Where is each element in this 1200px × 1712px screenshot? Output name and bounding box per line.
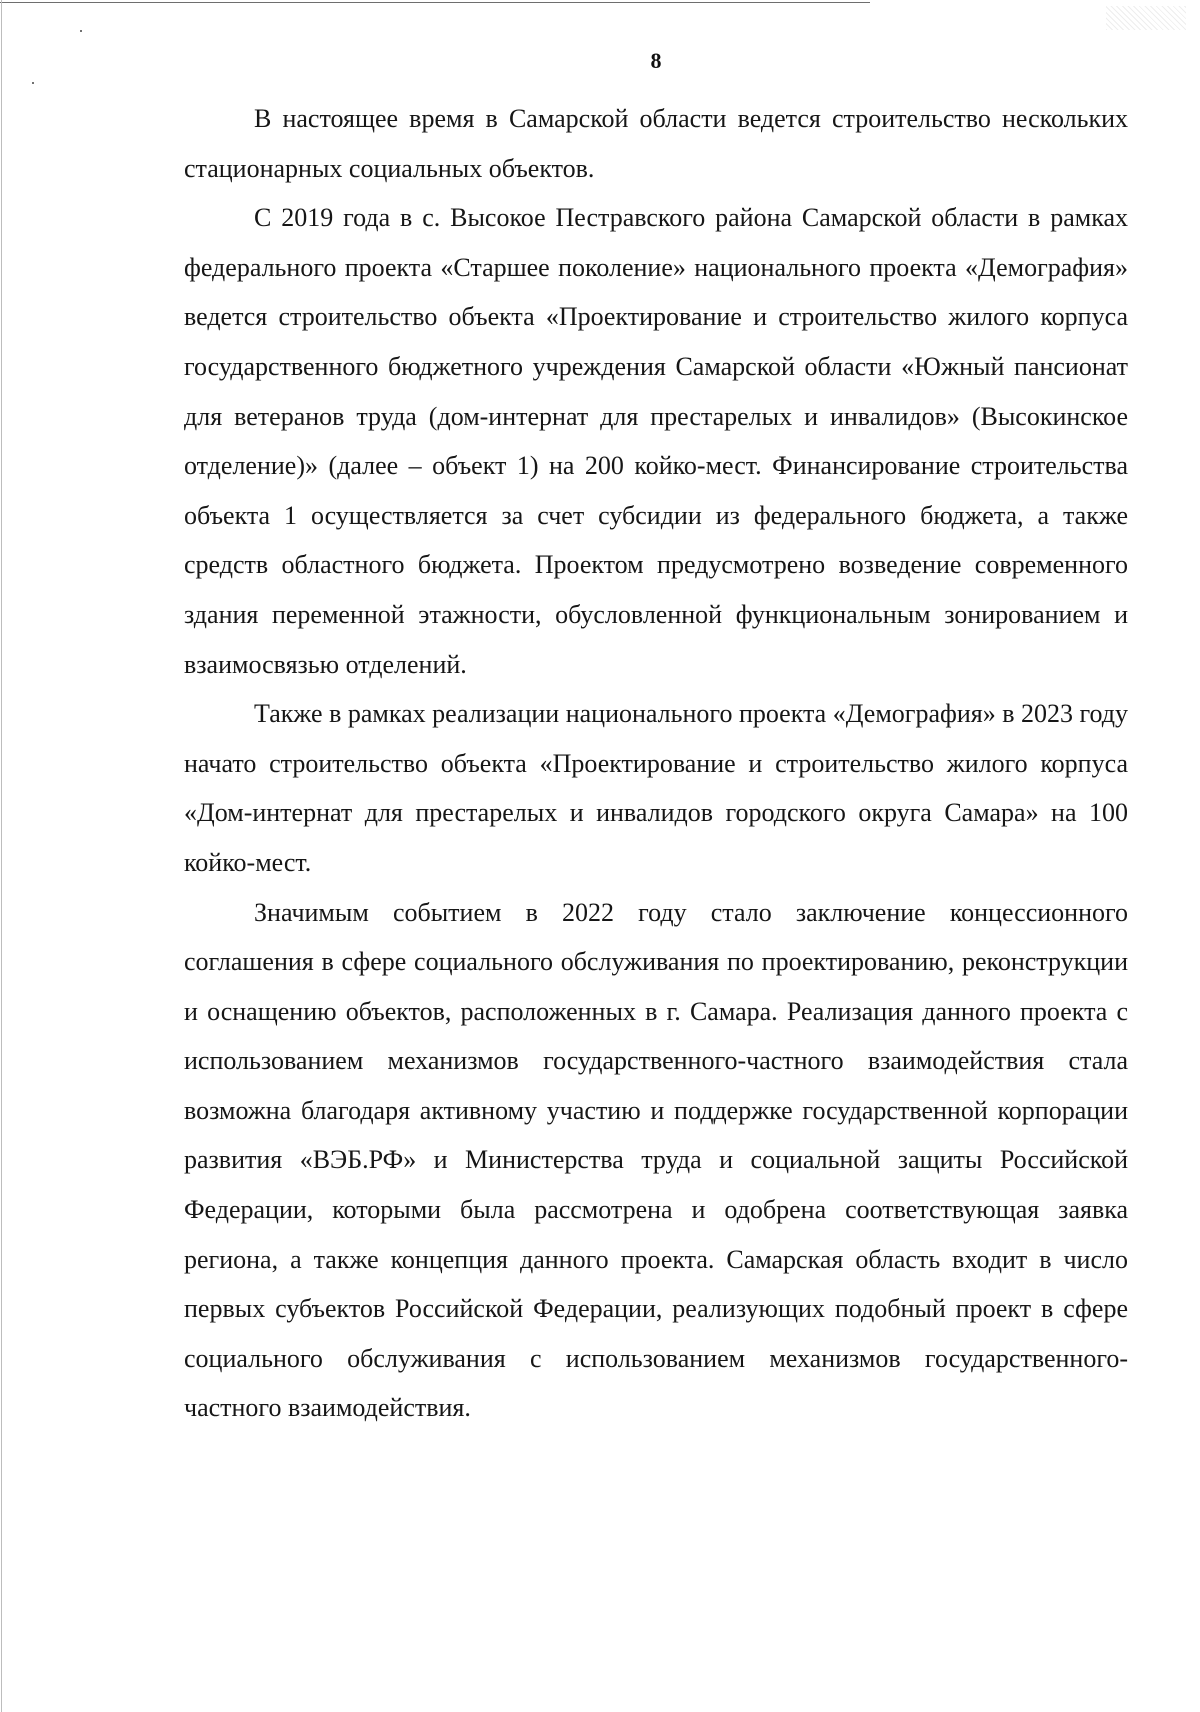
- page-number: 8: [650, 48, 662, 73]
- paragraph: В настоящее время в Самарской области ведется строительство нескольких стационарных социальных объектов.: [184, 104, 1128, 183]
- paragraph: Значимым событием в 2022 году стало заключение концессионного соглашения в сфере социального обслуживания по проектированию, реконструкции и оснащению объектов, расположенных в г. Самара. Реализация данного проекта с использованием механизмов государственного-частного взаимодействия стала возможна благодаря активному участию и поддержке государственной корпорации развития «ВЭБ.РФ» и Министерства труда и социальной защиты Российской Федерации, которыми была рассмотрена и одобрена соответствующая заявка региона, а также концепция данного проекта. Самарская область входит в число первых субъектов Российской Федерации, реализующих подобный проект в сфере социального обслуживания с использованием механизмов государственного-частного взаимодействия.: [184, 897, 1128, 1423]
- scan-noise: [1106, 6, 1186, 30]
- scan-edge-left: [1, 0, 2, 1712]
- scan-speck: [32, 82, 34, 84]
- paragraph: Также в рамках реализации национального проекта «Демография» в 2023 году начато строительство объекта «Проектирование и строительство жилого корпуса «Дом-интернат для престарелых и инвалидов городского округа Самара» на 100 койко-мест.: [184, 699, 1128, 877]
- paragraph: С 2019 года в с. Высокое Пестравского района Самарской области в рамках федерального проекта «Старшее поколение» национального проекта «Демография» ведется строительство объекта «Проектирование и строительство жилого корпуса государственного бюджетного учреждения Самарской области «Южный пансионат для ветеранов труда (дом-интернат для престарелых и инвалидов» (Высокинское отделение)» (далее – объект 1) на 200 койко-мест. Финансирование строительства объекта 1 осуществляется за счет субсидии из федерального бюджета, а также средств областного бюджета. Проектом предусмотрено возведение современного здания переменной этажности, обусловленной функциональным зонированием и взаимосвязью отделений.: [184, 203, 1128, 679]
- scan-edge-top: [0, 2, 870, 3]
- scan-speck: [80, 30, 82, 32]
- document-body: [184, 94, 1128, 1433]
